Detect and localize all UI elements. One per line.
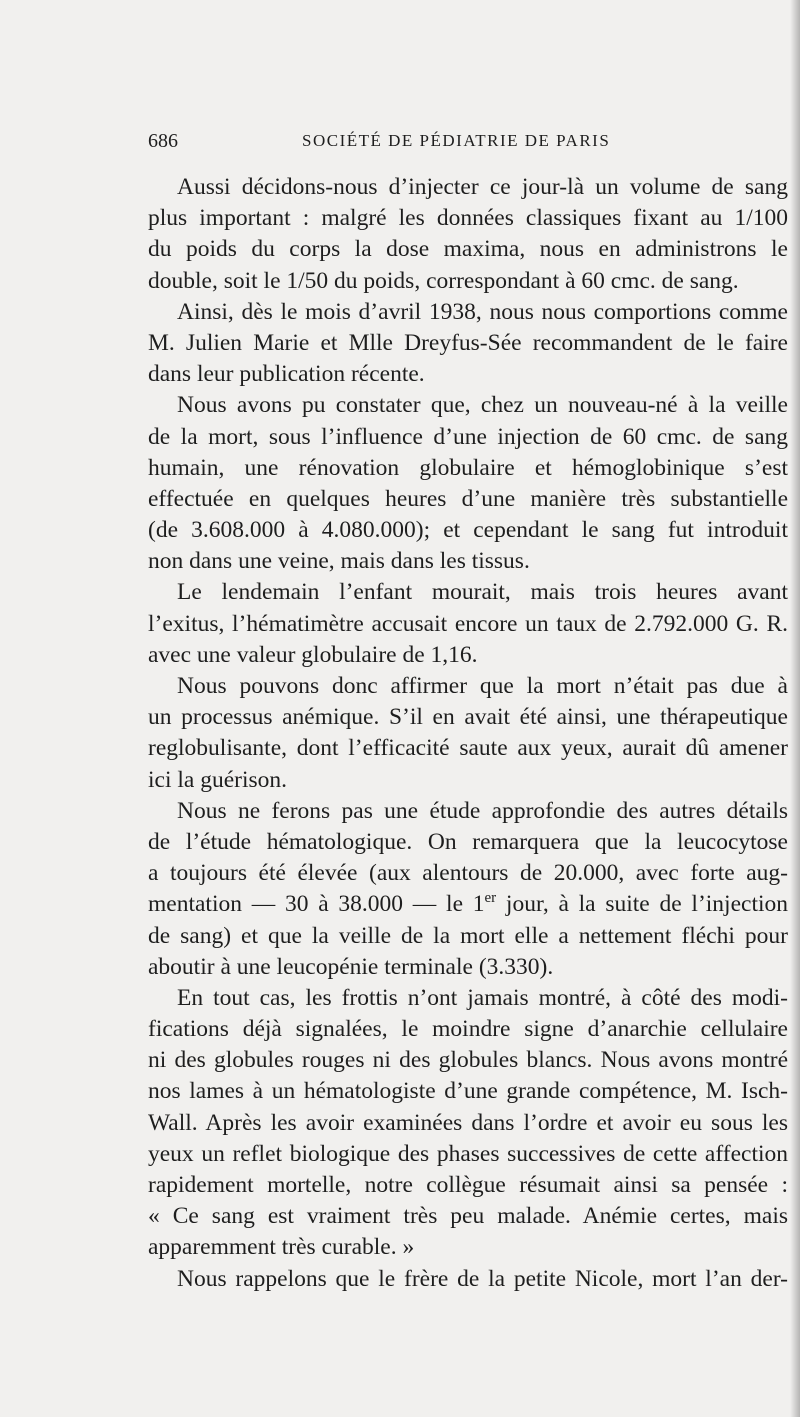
text-line <box>148 983 788 1014</box>
text-line <box>148 640 788 671</box>
text-line <box>148 796 788 827</box>
text-line <box>148 328 788 359</box>
text-line-content: a toujours été élevée (aux alentours de 20.000, avec forte aug- <box>148 860 788 887</box>
text-line-content: M. Julien Marie et Mlle Dreyfus-Sée recommandent de le faire <box>148 329 788 356</box>
text-line-content: double, soit le 1/50 du poids, correspondant à 60 cmc. de sang. <box>148 267 739 294</box>
text-line-content: (de 3.608.000 à 4.080.000); et cependant le sang fut introduit <box>148 517 788 544</box>
text-line-content: Wall. Après les avoir examinées dans l’ordre et avoir eu sous les <box>148 1109 788 1136</box>
text-line-content: Nous avons pu constater que, chez un nouveau-né à la veille <box>177 392 788 419</box>
text-line <box>148 266 788 297</box>
text-line <box>148 1076 788 1107</box>
text-line-content: de la mort, sous l’influence d’une injection de 60 cmc. de sang <box>148 423 788 450</box>
text-line-content: Nous pouvons donc affirmer que la mort n’était pas due à <box>177 673 788 699</box>
text-line-content: non dans une veine, mais dans les tissus. <box>148 548 530 575</box>
superscript-ordinal: er <box>484 890 497 907</box>
text-line-content: du poids du corps la dose maxima, nous en administrons le <box>148 236 788 263</box>
text-line-content: de sang) et que la veille de la mort elle a nettement fléchi pour <box>148 922 788 949</box>
text-line <box>148 453 788 484</box>
text-line-content: fications déjà signalées, le moindre signe d’anarchie cellulaire <box>148 1016 788 1043</box>
text-line <box>148 1232 788 1263</box>
text-line-content: humain, une rénovation globulaire et hémoglobinique s’est <box>148 454 788 481</box>
text-line <box>148 921 788 952</box>
body-text <box>148 172 788 1295</box>
text-line-content: Nous rappelons que le frère de la petite Nicole, mort l’an der- <box>177 1265 788 1292</box>
text-line-content: un processus anémique. S’il en avait été ainsi, une thérapeutique <box>148 704 788 731</box>
text-line <box>148 390 788 421</box>
page-header <box>148 130 788 160</box>
running-title: SOCIÉTÉ DE PÉDIATRIE DE PARIS <box>302 131 611 150</box>
text-line <box>148 515 788 546</box>
text-line <box>148 234 788 265</box>
text-line <box>148 359 788 390</box>
text-line-content: ici la guérison. <box>148 766 288 793</box>
text-line <box>148 1170 788 1201</box>
text-line <box>148 546 788 577</box>
text-line <box>148 827 788 858</box>
text-line-content: « Ce sang est vraiment très peu malade. Anémie certes, mais <box>148 1203 788 1230</box>
text-line <box>148 577 788 608</box>
text-line <box>148 203 788 234</box>
text-line-content: nos lames à un hématologiste d’une grande compétence, M. Isch- <box>148 1078 788 1105</box>
text-line-content: effectuée en quelques heures d’une manière très substantielle <box>148 485 788 512</box>
text-line <box>148 702 788 733</box>
text-line-content: ni des globules rouges ni des globules blancs. Nous avons montré <box>148 1047 788 1074</box>
text-line <box>148 1139 788 1170</box>
page-spine-shadow <box>790 0 800 1417</box>
text-line <box>148 172 788 203</box>
text-line-content: Le lendemain l’enfant mourait, mais trois heures avant <box>177 579 788 606</box>
text-line <box>148 1108 788 1139</box>
text-line <box>148 952 788 983</box>
text-line <box>148 609 788 640</box>
text-line <box>148 297 788 328</box>
text-line <box>148 858 788 889</box>
text-line-content: Ainsi, dès le mois d’avril 1938, nous nous comportions comme <box>177 298 788 325</box>
text-line-content: reglobulisante, dont l’efficacité saute aux yeux, aurait dû amener <box>148 735 788 762</box>
text-line-content: aboutir à une leucopénie terminale (3.330). <box>148 953 554 980</box>
text-line <box>148 889 788 920</box>
text-line <box>148 733 788 764</box>
text-line-content: Nous ne ferons pas une étude approfondie des autres détails <box>177 797 788 824</box>
text-line <box>148 1045 788 1076</box>
page-number: 686 <box>148 130 178 152</box>
text-line <box>148 1014 788 1045</box>
text-line-content: mentation — 30 à 38.000 — le 1 <box>148 891 485 918</box>
text-line-content: rapidement mortelle, notre collègue résumait ainsi sa pensée : <box>148 1172 788 1198</box>
text-line-content: Aussi décidons-nous d’injecter ce jour-là un volume de sang <box>177 174 788 200</box>
text-line <box>148 765 788 796</box>
text-line <box>148 1201 788 1232</box>
text-line-content: dans leur publication récente. <box>148 361 425 388</box>
text-line <box>148 422 788 453</box>
text-line-content: l’exitus, l’hématimètre accusait encore un taux de 2.792.000 G. R. <box>148 610 788 637</box>
text-line-content: avec une valeur globulaire de 1,16. <box>148 641 478 668</box>
text-line-content: En tout cas, les frottis n’ont jamais montré, à côté des modi- <box>177 984 788 1011</box>
text-line-content: plus important : malgré les données classiques fixant au 1/100 <box>148 205 788 232</box>
text-line-content: apparemment très curable. » <box>148 1234 415 1261</box>
text-line-content: yeux un reflet biologique des phases successives de cette affection <box>148 1140 788 1167</box>
text-line <box>148 484 788 515</box>
text-line-content: de l’étude hématologique. On remarquera que la leucocytose <box>148 828 788 855</box>
text-line <box>148 1264 788 1295</box>
text-line <box>148 671 788 702</box>
text-line-continuation: jour, à la suite de l’injection <box>496 891 789 918</box>
